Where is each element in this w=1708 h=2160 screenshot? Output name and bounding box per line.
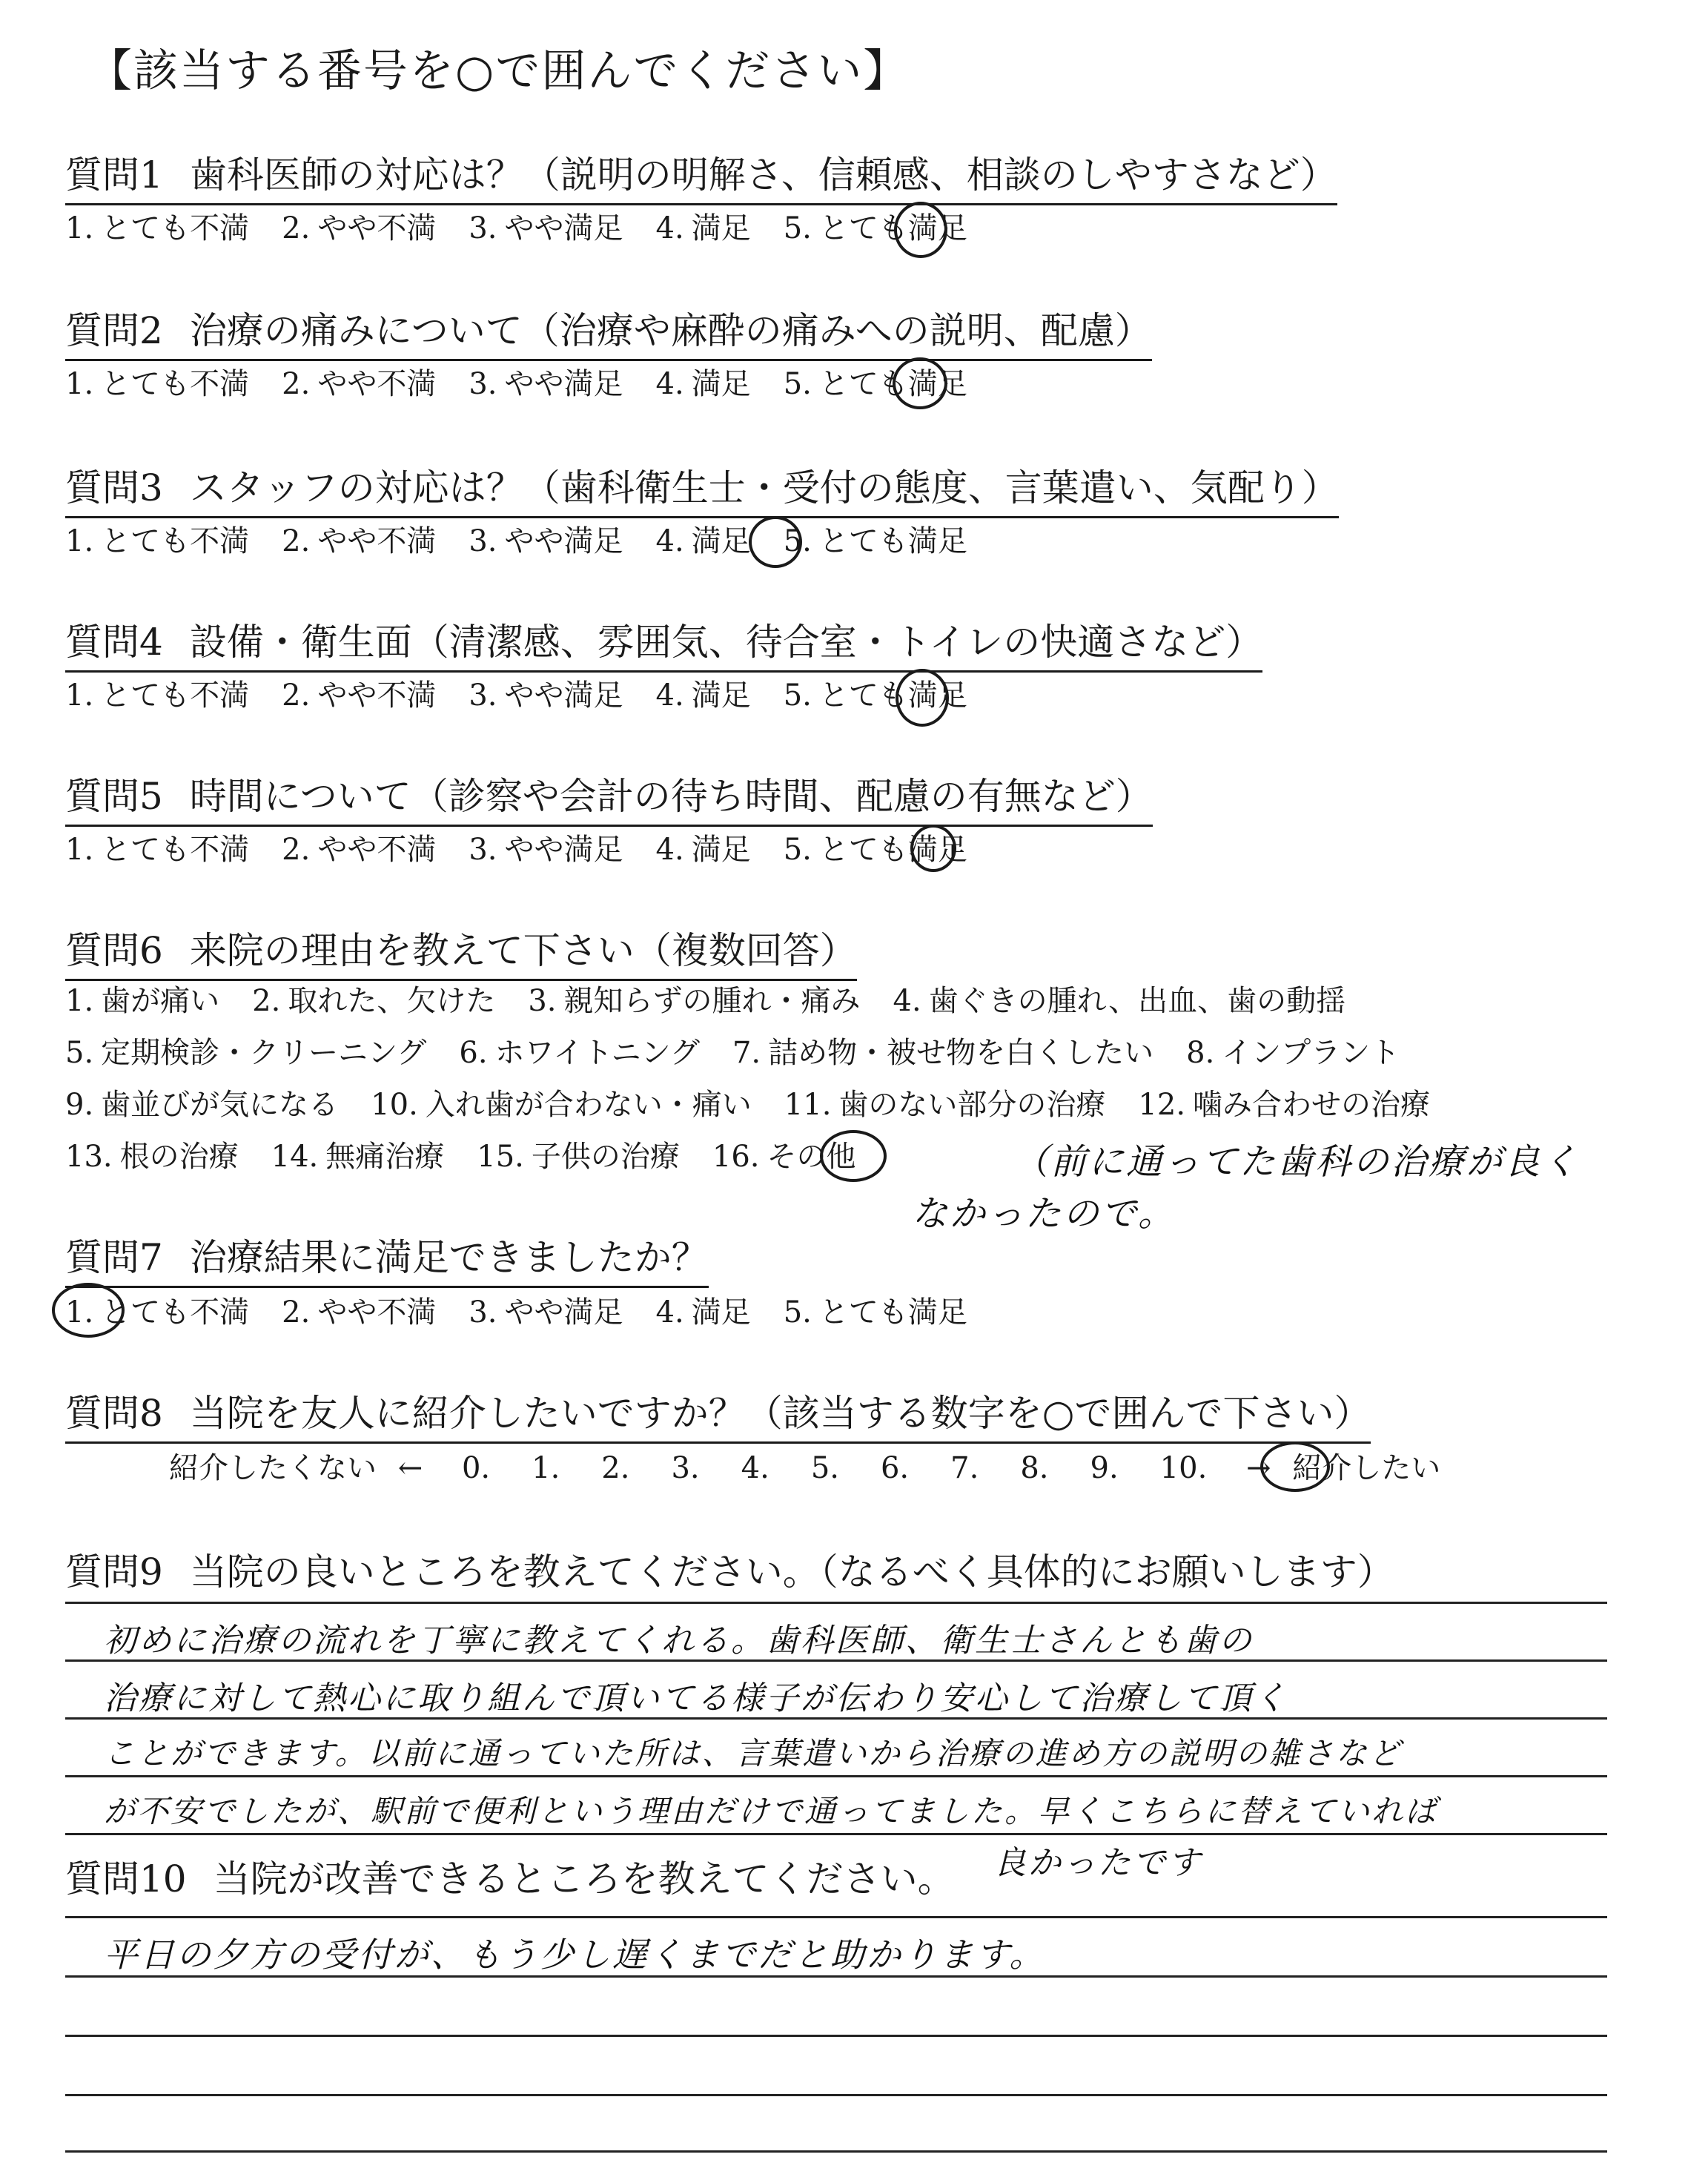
option-2[interactable]: 2. やや不満 (282, 367, 437, 401)
q9-handwriting-line-3: ことができます。以前に通っていた所は、言葉遣いから治療の進め方の説明の雑さなど (104, 1735, 1403, 1771)
reason-16[interactable]: 16. その他 (712, 1140, 856, 1174)
option-1[interactable]: 1. とても不満 (65, 678, 250, 713)
score-5[interactable]: 5. (810, 1451, 839, 1485)
reason-10[interactable]: 10. 入れ歯が合わない・痛い (371, 1088, 752, 1122)
option-1[interactable]: 1. とても不満 (65, 367, 250, 401)
answer-circle-q3 (749, 516, 802, 568)
page-title: 【該当する番号を○で囲んでください】 (87, 45, 910, 97)
question-7-options (65, 1289, 1000, 1331)
score-7[interactable]: 7. (950, 1451, 979, 1485)
score-2[interactable]: 2. (601, 1451, 630, 1485)
option-4[interactable]: 4. 満足 (655, 524, 751, 558)
option-2[interactable]: 2. やや不満 (282, 1295, 437, 1330)
reason-13[interactable]: 13. 根の治療 (65, 1140, 239, 1174)
question-1-label: 質問1 (65, 153, 163, 196)
answer-circle-q6 (820, 1130, 887, 1182)
option-2[interactable]: 2. やや不満 (282, 211, 437, 245)
answer-line (65, 1916, 1607, 1918)
question-7-heading: 質問7 治療結果に満足できましたか？ (65, 1228, 709, 1288)
option-2[interactable]: 2. やや不満 (282, 833, 437, 867)
answer-line (65, 2094, 1607, 2096)
question-6-row-3 (65, 1081, 1463, 1123)
reason-7[interactable]: 7. 詰め物・被せ物を白くしたい (732, 1036, 1154, 1070)
reason-3[interactable]: 3. 親知らずの腫れ・痛み (528, 984, 861, 1018)
question-8-scale (169, 1444, 1440, 1487)
q6-other-handwriting-1: （前に通ってた歯科の治療が良く (1013, 1141, 1580, 1183)
option-4[interactable]: 4. 満足 (655, 833, 751, 867)
answer-circle-q1 (894, 202, 947, 258)
option-5[interactable]: 5. とても満足 (783, 367, 967, 401)
reason-11[interactable]: 11. 歯のない部分の治療 (784, 1088, 1106, 1122)
question-9-heading: 質問9 当院の良いところを教えてください。（なるべく具体的にお願いします） (65, 1550, 1394, 1593)
question-2-heading: 質問2 治療の痛みについて（治療や麻酔の痛みへの説明、配慮） (65, 301, 1152, 361)
option-3[interactable]: 3. やや満足 (469, 1295, 623, 1330)
question-3-heading: 質問3 スタッフの対応は？（歯科衛生士・受付の態度、言葉遣い、気配り） (65, 458, 1339, 518)
scale-left-label: 紹介したくない (169, 1451, 377, 1485)
q10-handwriting-line-1: 平日の夕方の受付が、もう少し遅くまでだと助かります。 (104, 1935, 1046, 1975)
option-4[interactable]: 4. 満足 (655, 211, 751, 245)
option-3[interactable]: 3. やや満足 (469, 367, 623, 401)
left-arrow: ← (397, 1451, 423, 1485)
question-5-options (65, 826, 1000, 868)
option-2[interactable]: 2. やや不満 (282, 678, 437, 713)
score-9[interactable]: 9. (1090, 1451, 1119, 1485)
reason-6[interactable]: 6. ホワイトニング (459, 1036, 700, 1070)
score-1[interactable]: 1. (532, 1451, 560, 1485)
scale-right-label: 紹介したい (1292, 1451, 1441, 1485)
option-3[interactable]: 3. やや満足 (469, 678, 623, 713)
question-10-heading: 質問10 当院が改善できるところを教えてください。 (65, 1857, 955, 1900)
option-1[interactable]: 1. とても不満 (65, 211, 250, 245)
q9-handwriting-line-2: 治療に対して熱心に取り組んで頂いてる様子が伝わり安心して治療して頂く (104, 1680, 1288, 1717)
option-3[interactable]: 3. やや満足 (469, 833, 623, 867)
question-4-options (65, 672, 1000, 714)
option-1[interactable]: 1. とても不満 (65, 524, 250, 558)
answer-circle-q7 (52, 1283, 125, 1338)
option-1[interactable]: 1. とても不満 (65, 1295, 250, 1330)
question-1-heading (65, 145, 1337, 205)
q9-handwriting-line-1: 初めに治療の流れを丁寧に教えてくれる。歯科医師、衛生士さんとも歯の (104, 1622, 1254, 1659)
answer-circle-q2 (893, 357, 947, 409)
score-0[interactable]: 0. (461, 1451, 491, 1485)
question-1-text: 歯科医師の対応は？（説明の明解さ、信頼感、相談のしやすさなど） (189, 153, 1337, 196)
reason-12[interactable]: 12. 噛み合わせの治療 (1138, 1088, 1431, 1122)
option-4[interactable]: 4. 満足 (655, 678, 751, 713)
answer-circle-q8 (1260, 1441, 1330, 1492)
q6-other-handwriting-2: なかったので。 (912, 1193, 1176, 1235)
answer-circle-q4 (896, 669, 949, 727)
question-8-heading: 質問8 当院を友人に紹介したいですか？（該当する数字を○で囲んで下さい） (65, 1384, 1371, 1444)
reason-2[interactable]: 2. 取れた、欠けた (252, 984, 496, 1018)
q9-handwriting-line-5: 良かったです (993, 1844, 1202, 1882)
score-6[interactable]: 6. (880, 1451, 910, 1485)
q9-handwriting-line-4: が不安でしたが、駅前で便利という理由だけで通ってました。早くこちらに替えていれば (104, 1793, 1439, 1829)
option-1[interactable]: 1. とても不満 (65, 833, 250, 867)
answer-line (65, 1602, 1607, 1604)
question-6-row-2 (65, 1029, 1432, 1071)
option-5[interactable]: 5. とても満足 (783, 1295, 967, 1330)
question-6-row-1 (65, 977, 1378, 1020)
question-3-options (65, 518, 1000, 560)
option-5[interactable]: 5. とても満足 (783, 524, 967, 558)
reason-8[interactable]: 8. インプラント (1186, 1036, 1400, 1070)
answer-circle-q5 (910, 825, 956, 872)
score-8[interactable]: 8. (1020, 1451, 1049, 1485)
score-3[interactable]: 3. (671, 1451, 700, 1485)
question-4-heading: 質問4 設備・衛生面（清潔感、雰囲気、待合室・トイレの快適さなど） (65, 612, 1262, 673)
option-5[interactable]: 5. とても満足 (783, 211, 967, 245)
reason-1[interactable]: 1. 歯が痛い (65, 984, 220, 1018)
question-2-options (65, 360, 1000, 403)
option-4[interactable]: 4. 満足 (655, 367, 751, 401)
option-5[interactable]: 5. とても満足 (783, 678, 967, 713)
option-3[interactable]: 3. やや満足 (469, 211, 623, 245)
option-3[interactable]: 3. やや満足 (469, 524, 623, 558)
answer-line (65, 1775, 1607, 1777)
question-6-heading: 質問6 来院の理由を教えて下さい（複数回答） (65, 921, 857, 981)
option-2[interactable]: 2. やや不満 (282, 524, 437, 558)
reason-15[interactable]: 15. 子供の治療 (477, 1140, 680, 1174)
reason-9[interactable]: 9. 歯並びが気になる (65, 1088, 339, 1122)
question-5-heading: 質問5 時間について（診察や会計の待ち時間、配慮の有無など） (65, 767, 1153, 827)
answer-line (65, 1833, 1607, 1835)
score-10[interactable]: 10. (1159, 1451, 1208, 1485)
question-6-row-4 (65, 1133, 889, 1175)
right-arrow[interactable]: → (1246, 1451, 1271, 1485)
answer-line (65, 2150, 1607, 2153)
option-4[interactable]: 4. 満足 (655, 1295, 751, 1330)
question-1-options (65, 205, 1000, 247)
reason-14[interactable]: 14. 無痛治療 (271, 1140, 445, 1174)
reason-4[interactable]: 4. 歯ぐきの腫れ、出血、歯の動揺 (893, 984, 1346, 1018)
option-5[interactable]: 5. とても満足 (783, 833, 967, 867)
answer-line (65, 2035, 1607, 2037)
score-4[interactable]: 4. (741, 1451, 769, 1485)
reason-5[interactable]: 5. 定期検診・クリーニング (65, 1036, 427, 1070)
